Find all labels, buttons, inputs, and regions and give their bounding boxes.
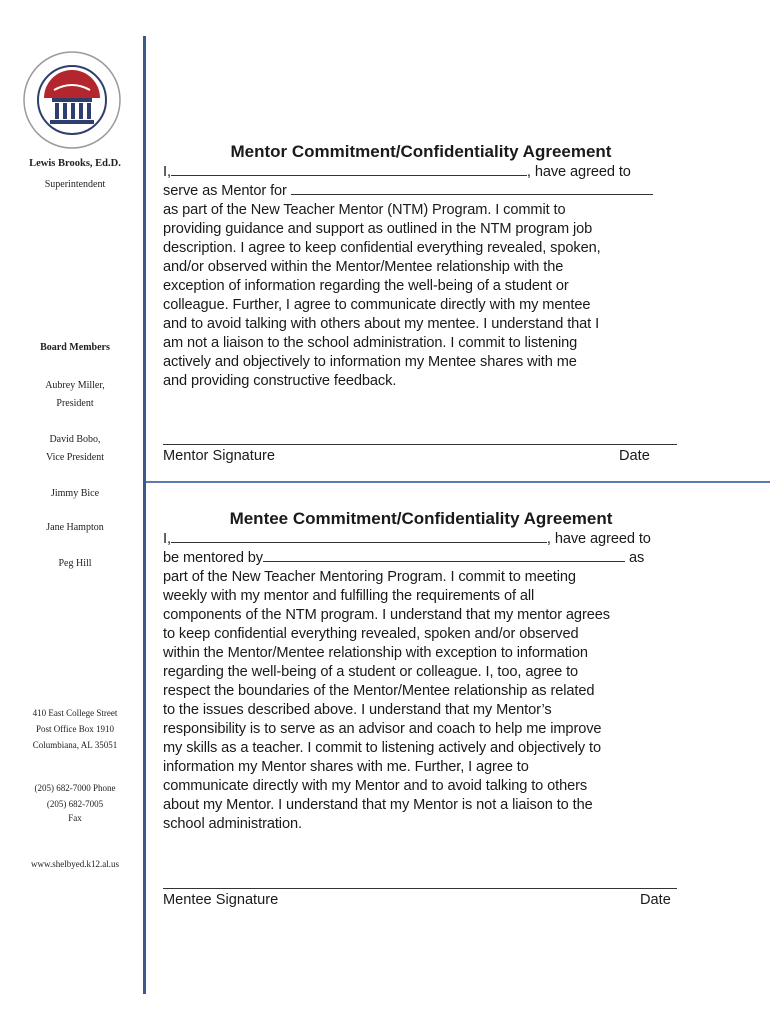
body-line: and/or observed within the Mentor/Mentee relationship with the (163, 259, 564, 275)
mentor-signature-line[interactable] (163, 444, 677, 445)
member-name: David Bobo, (49, 434, 101, 445)
sidebar (0, 0, 144, 1024)
body-line: weekly with my mentor and fulfilling the requirements of all (163, 588, 535, 604)
fax-number: (205) 682-7005 (46, 799, 104, 809)
mentee-name-field[interactable] (171, 530, 547, 543)
body-line: responsibility is to serve as an advisor and coach to help me improve (163, 721, 602, 737)
body-line: description. I agree to keep confidential everything revealed, spoken, (163, 240, 601, 256)
mentee-title: Mentee Commitment/Confidentiality Agreement (229, 509, 613, 528)
body-line: to the issues described above. I understand that my Mentor’s (163, 702, 552, 718)
mentee-date-label: Date (640, 892, 671, 908)
horizontal-divider (146, 481, 770, 483)
mentor-name-field[interactable] (171, 163, 527, 176)
mentor-agreement (163, 163, 683, 391)
address-line: 410 East College Street (32, 708, 118, 718)
mentor-line-2: serve as Mentor for (163, 182, 683, 201)
mentor-line-1: I, , have agreed to (163, 164, 631, 180)
body-line: within the Mentor/Mentee relationship with exception to information (163, 645, 588, 661)
address-line: Post Office Box 1910 (35, 724, 115, 734)
member-name: Jane Hampton (46, 522, 104, 533)
body-line: communicate directly with my Mentor and to avoid talking to others (163, 778, 588, 794)
mentor-title: Mentor Commitment/Confidentiality Agreement (230, 142, 612, 161)
member-name: Aubrey Miller, (45, 380, 105, 391)
board-heading: Board Members (40, 342, 110, 353)
body-line: and to avoid talking with others about my mentee. I understand that I (163, 316, 600, 332)
member-role: President (56, 398, 94, 409)
mentor-name-field[interactable] (263, 549, 625, 562)
body-line: to keep confidential everything revealed, spoken and/or observed (163, 626, 579, 642)
member-name: Jimmy Bice (50, 488, 100, 499)
body-line: information my Mentor shares with me. Further, I agree to (163, 759, 529, 775)
body-line: respect the boundaries of the Mentor/Mentee relationship as related (163, 683, 595, 699)
body-line: regarding the well-being of a student or colleague. I, too, agree to (163, 664, 579, 680)
body-line: actively and objectively to information my Mentee shares with me (163, 354, 577, 370)
mentee-signature-label: Mentee Signature (163, 892, 279, 908)
member-role: Vice President (46, 452, 104, 463)
body-line: components of the NTM program. I understand that my mentor agrees (163, 607, 610, 623)
school-logo (22, 50, 122, 150)
body-line: part of the New Teacher Mentoring Program. I commit to meeting (163, 569, 576, 585)
body-line: school administration. (163, 816, 302, 832)
website[interactable]: www.shelbyed.k12.al.us (31, 859, 119, 869)
superintendent-name: Lewis Brooks, Ed.D. (29, 158, 121, 169)
mentor-date-label: Date (619, 448, 650, 464)
mentee-line-1: I, , have agreed to (163, 531, 651, 547)
body-line: and providing constructive feedback. (163, 373, 397, 389)
body-line: providing guidance and support as outlined in the NTM program job (163, 221, 593, 237)
body-line: am not a liaison to the school administration. I commit to listening (163, 335, 578, 351)
mentee-line-2: be mentored by as (163, 550, 645, 566)
body-line: colleague. Further, I agree to communicate directly with my mentee (163, 297, 591, 313)
body-line: as part of the New Teacher Mentor (NTM) Program. I commit to (163, 202, 566, 218)
address-line: Columbiana, AL 35051 (32, 740, 118, 750)
superintendent-title: Superintendent (44, 179, 106, 190)
body-line: about my Mentor. I understand that my Mentor is not a liaison to the (163, 797, 593, 813)
fax-label: Fax (68, 813, 82, 823)
body-line: my skills as a teacher. I commit to listening actively and objectively to (163, 740, 601, 756)
vertical-divider (143, 36, 146, 994)
phone: (205) 682-7000 Phone (34, 783, 116, 793)
member-name: Peg Hill (58, 558, 92, 569)
mentee-name-field[interactable] (291, 182, 653, 195)
mentor-signature-label: Mentor Signature (163, 448, 275, 464)
body-line: exception of information regarding the well-being of a student or (163, 278, 569, 294)
mentee-agreement (163, 530, 683, 834)
mentee-signature-line[interactable] (163, 888, 677, 889)
